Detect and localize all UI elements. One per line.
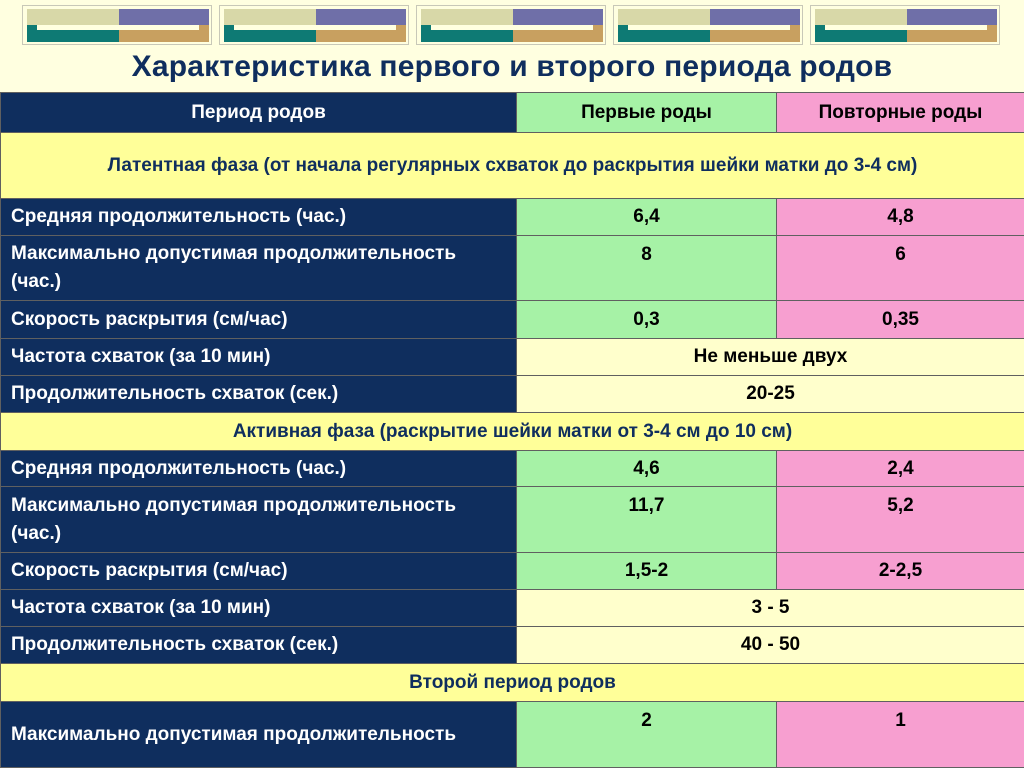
page-title: Характеристика первого и второго периода родов xyxy=(0,50,1024,84)
row-label: Скорость раскрытия (см/час) xyxy=(1,301,517,339)
table-row xyxy=(1,236,1024,301)
table-row xyxy=(1,627,1024,664)
cell-both: 20-25 xyxy=(517,376,1024,413)
section-row-active xyxy=(1,413,1024,451)
cell-both: 3 - 5 xyxy=(517,590,1024,627)
cell-repeat: 0,35 xyxy=(777,301,1024,339)
banner-tile xyxy=(416,5,606,45)
banner-tile xyxy=(810,5,1000,45)
section-title-active: Активная фаза (раскрытие шейки матки от 3-4 см до 10 см) xyxy=(1,413,1024,451)
row-label: Частота схваток (за 10 мин) xyxy=(1,339,517,376)
row-label: Максимально допустимая продолжительность (час.) xyxy=(1,236,517,301)
cell-repeat: 1 xyxy=(777,702,1024,768)
decorative-banner xyxy=(22,5,1002,45)
cell-first: 1,5-2 xyxy=(517,553,777,590)
cell-repeat: 2-2,5 xyxy=(777,553,1024,590)
table-row xyxy=(1,553,1024,590)
cell-repeat: 6 xyxy=(777,236,1024,301)
row-label: Продолжительность схваток (сек.) xyxy=(1,376,517,413)
row-label: Частота схваток (за 10 мин) xyxy=(1,590,517,627)
row-label: Средняя продолжительность (час.) xyxy=(1,199,517,236)
banner-tile xyxy=(219,5,409,45)
cell-repeat: 5,2 xyxy=(777,487,1024,553)
section-row-second xyxy=(1,664,1024,702)
section-row-latent xyxy=(1,133,1024,199)
cell-first: 6,4 xyxy=(517,199,777,236)
row-label: Максимально допустимая продолжительность xyxy=(1,702,517,768)
table-header-row xyxy=(1,93,1024,133)
section-title-latent: Латентная фаза (от начала регулярных схваток до раскрытия шейки матки до 3-4 см) xyxy=(1,133,1024,199)
row-label: Максимально допустимая продолжительность (час.) xyxy=(1,487,517,553)
table-row xyxy=(1,301,1024,339)
section-title-second: Второй период родов xyxy=(1,664,1024,702)
row-label: Средняя продолжительность (час.) xyxy=(1,451,517,487)
table-row xyxy=(1,339,1024,376)
cell-first: 0,3 xyxy=(517,301,777,339)
table-row xyxy=(1,590,1024,627)
table-row xyxy=(1,702,1024,768)
banner-tile xyxy=(22,5,212,45)
cell-first: 8 xyxy=(517,236,777,301)
header-first-birth: Первые роды xyxy=(517,93,777,133)
labor-periods-table xyxy=(0,92,1024,768)
table-row xyxy=(1,376,1024,413)
banner-tile xyxy=(613,5,803,45)
cell-repeat: 2,4 xyxy=(777,451,1024,487)
header-period: Период родов xyxy=(1,93,517,133)
table-row xyxy=(1,451,1024,487)
cell-repeat: 4,8 xyxy=(777,199,1024,236)
row-label: Скорость раскрытия (см/час) xyxy=(1,553,517,590)
table-row xyxy=(1,199,1024,236)
row-label: Продолжительность схваток (сек.) xyxy=(1,627,517,664)
cell-both: Не меньше двух xyxy=(517,339,1024,376)
table-row xyxy=(1,487,1024,553)
cell-first: 11,7 xyxy=(517,487,777,553)
header-repeat-birth: Повторные роды xyxy=(777,93,1024,133)
cell-first: 2 xyxy=(517,702,777,768)
cell-first: 4,6 xyxy=(517,451,777,487)
cell-both: 40 - 50 xyxy=(517,627,1024,664)
